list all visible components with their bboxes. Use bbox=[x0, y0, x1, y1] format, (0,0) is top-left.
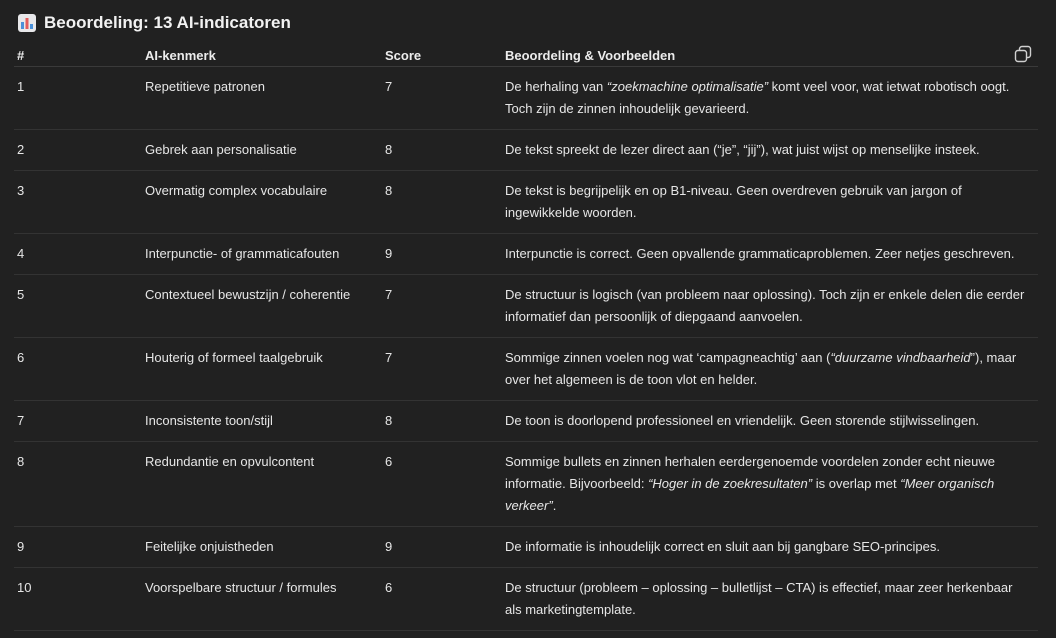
ai-kenmerk-cell: Repetitieve patronen bbox=[142, 67, 382, 130]
score-cell: 9 bbox=[382, 527, 502, 568]
description-text: De herhaling van bbox=[505, 79, 607, 94]
score-cell: 8 bbox=[382, 401, 502, 442]
table-row bbox=[14, 568, 1038, 631]
quoted-example: “Hoger in de zoekresultaten” bbox=[648, 476, 813, 491]
beoordeling-cell bbox=[502, 401, 1038, 442]
column-header-score: Score bbox=[382, 44, 502, 67]
row-number: 6 bbox=[14, 338, 142, 401]
row-number: 7 bbox=[14, 401, 142, 442]
row-number: 1 bbox=[14, 67, 142, 130]
beoordeling-cell bbox=[502, 67, 1038, 130]
row-number: 4 bbox=[14, 234, 142, 275]
beoordeling-cell bbox=[502, 171, 1038, 234]
row-number: 5 bbox=[14, 275, 142, 338]
beoordeling-cell bbox=[502, 527, 1038, 568]
description-text: De structuur is logisch (van probleem naar oplossing). Toch zijn er enkele delen die eerder informatief dan persoonlijk of diepgaand aanvoelen. bbox=[505, 287, 1025, 324]
score-cell: 6 bbox=[382, 568, 502, 631]
page-title-text: Beoordeling: 13 AI-indicatoren bbox=[44, 13, 291, 32]
table-row bbox=[14, 527, 1038, 568]
description-text: De tekst is begrijpelijk en op B1-niveau. Geen overdreven gebruik van jargon of ingewikkelde woorden. bbox=[505, 183, 962, 220]
beoordeling-cell bbox=[502, 442, 1038, 527]
page-title bbox=[18, 11, 291, 35]
column-header-kenmerk: AI-kenmerk bbox=[142, 44, 382, 67]
ai-kenmerk-cell: Interpunctie- of grammaticafouten bbox=[142, 234, 382, 275]
beoordeling-cell bbox=[502, 275, 1038, 338]
score-cell: 7 bbox=[382, 67, 502, 130]
table-row bbox=[14, 130, 1038, 171]
beoordeling-cell bbox=[502, 130, 1038, 171]
score-cell: 7 bbox=[382, 275, 502, 338]
ai-kenmerk-cell: Voorspelbare structuur / formules bbox=[142, 568, 382, 631]
quoted-example: “zoekmachine optimalisatie” bbox=[606, 79, 769, 94]
description-text: Interpunctie is correct. Geen opvallende grammaticaproblemen. Zeer netjes geschreven. bbox=[505, 246, 1015, 261]
description-text: De tekst spreekt de lezer direct aan (“je”, “jij”), wat juist wijst op menselijke insteek. bbox=[505, 142, 980, 157]
column-header-beoordeling: Beoordeling & Voorbeelden bbox=[502, 44, 1038, 67]
ai-kenmerk-cell: Contextueel bewustzijn / coherentie bbox=[142, 275, 382, 338]
table-row bbox=[14, 67, 1038, 130]
description-text: komt veel voor, wat ietwat robotisch oogt. Toch zijn de zinnen inhoudelijk gevarieerd. bbox=[505, 79, 1010, 116]
ai-kenmerk-cell: Feitelijke onjuistheden bbox=[142, 527, 382, 568]
description-text: ”), maar over het algemeen is de toon vlot en helder. bbox=[505, 350, 1017, 387]
description-text: Sommige bullets en zinnen herhalen eerdergenoemde voordelen zonder echt nieuwe informatie. Bijvoorbeeld: bbox=[505, 454, 995, 491]
table-row bbox=[14, 401, 1038, 442]
table-header-row bbox=[14, 44, 1038, 67]
beoordeling-cell bbox=[502, 568, 1038, 631]
quoted-example: “duurzame vindbaarheid bbox=[830, 350, 971, 365]
ai-kenmerk-cell: Gebrek aan personalisatie bbox=[142, 130, 382, 171]
column-header-num: # bbox=[14, 44, 142, 67]
ai-kenmerk-cell: Redundantie en opvulcontent bbox=[142, 442, 382, 527]
table-row bbox=[14, 338, 1038, 401]
score-cell: 7 bbox=[382, 338, 502, 401]
description-text: is overlap met bbox=[812, 476, 901, 491]
quoted-example: “Meer organisch verkeer” bbox=[505, 476, 995, 513]
table-row bbox=[14, 442, 1038, 527]
ai-kenmerk-cell: Inconsistente toon/stijl bbox=[142, 401, 382, 442]
row-number: 10 bbox=[14, 568, 142, 631]
bar-chart-icon bbox=[18, 14, 36, 32]
row-number: 2 bbox=[14, 130, 142, 171]
description-text: Sommige zinnen voelen nog wat ‘campagneachtig’ aan ( bbox=[505, 350, 831, 365]
row-number: 8 bbox=[14, 442, 142, 527]
ai-kenmerk-cell: Overmatig complex vocabulaire bbox=[142, 171, 382, 234]
score-cell: 8 bbox=[382, 130, 502, 171]
table-body bbox=[14, 67, 1038, 631]
description-text: De informatie is inhoudelijk correct en sluit aan bij gangbare SEO-principes. bbox=[505, 539, 940, 554]
beoordeling-cell bbox=[502, 234, 1038, 275]
description-text: De toon is doorlopend professioneel en vriendelijk. Geen storende stijlwisselingen. bbox=[505, 413, 980, 428]
indicator-table bbox=[14, 44, 1038, 631]
description-text: . bbox=[552, 498, 557, 513]
table-row bbox=[14, 171, 1038, 234]
beoordeling-cell bbox=[502, 338, 1038, 401]
score-cell: 9 bbox=[382, 234, 502, 275]
ai-kenmerk-cell: Houterig of formeel taalgebruik bbox=[142, 338, 382, 401]
score-cell: 8 bbox=[382, 171, 502, 234]
row-number: 3 bbox=[14, 171, 142, 234]
score-cell: 6 bbox=[382, 442, 502, 527]
description-text: De structuur (probleem – oplossing – bulletlijst – CTA) is effectief, maar zeer herkenbaar als marketingtemplate. bbox=[505, 580, 1013, 617]
row-number: 9 bbox=[14, 527, 142, 568]
table-row bbox=[14, 275, 1038, 338]
table-row bbox=[14, 234, 1038, 275]
